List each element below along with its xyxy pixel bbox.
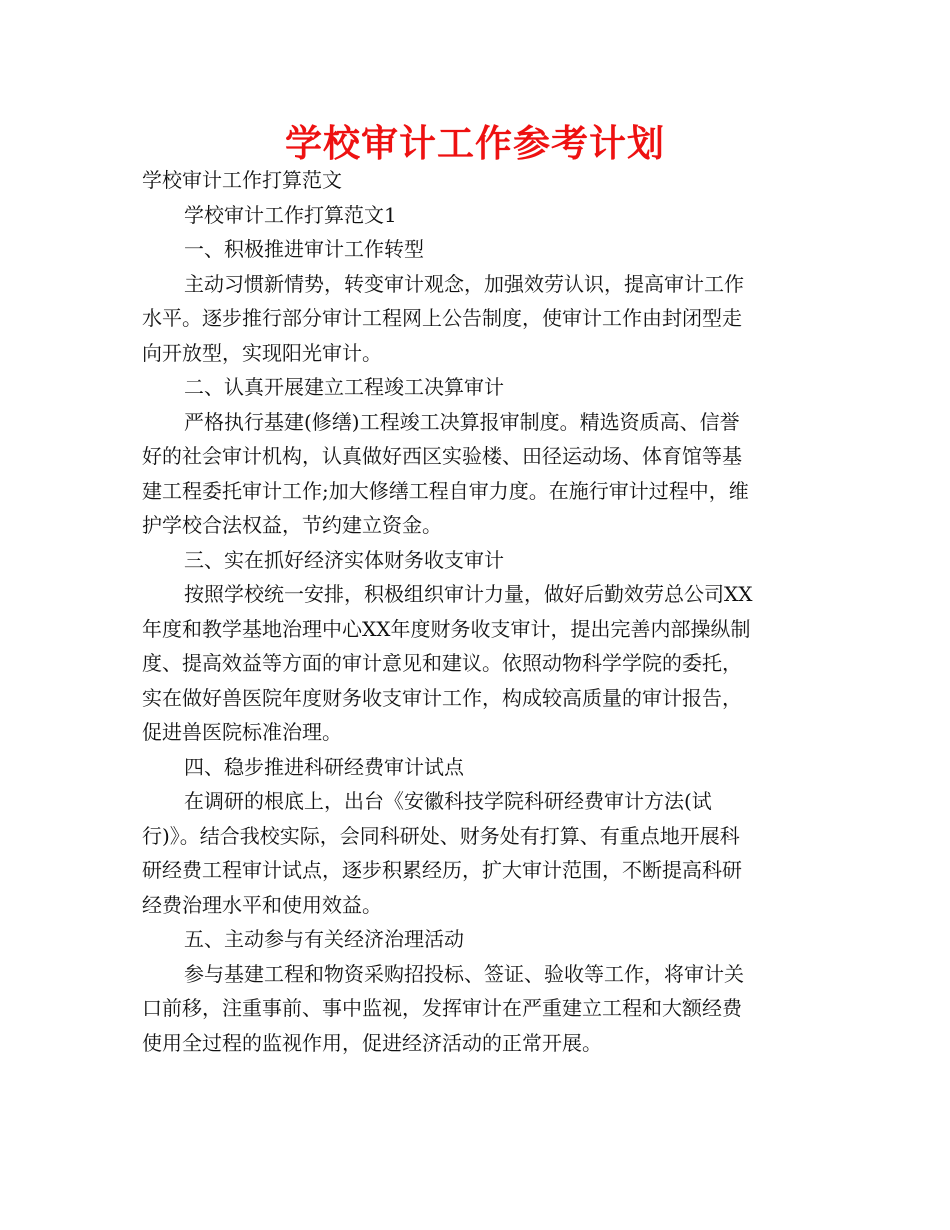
paragraph-line: 严格执行基建(修缮)工程竣工决算报审制度。精选资质高、信誉: [184, 409, 740, 434]
paragraph-line: 口前移，注重事前、事中监视，发挥审计在严重建立工程和大额经费: [142, 996, 742, 1020]
section-heading: 四、稳步推进科研经费审计试点: [184, 754, 464, 779]
paragraph-line: 水平。逐步推行部分审计工程网上公告制度，使审计工作由封闭型走: [142, 306, 742, 330]
paragraph-line: 在调研的根底上，出台《安徽科技学院科研经费审计方法(试: [184, 789, 712, 813]
document-body: [142, 163, 810, 1060]
paragraph-line: 使用全过程的监视作用，促进经济活动的正常开展。: [142, 1030, 602, 1055]
paragraph-line: 主动习惯新情势，转变审计观念，加强效劳认识，提高审计工作: [184, 271, 744, 296]
paragraph-line: 护学校合法权益，节约建立资金。: [142, 513, 442, 537]
paragraph-line: 实在做好兽医院年度财务收支审计工作，构成较高质量的审计报告，: [142, 685, 742, 710]
document-heading: 学校审计工作打算范文1: [184, 202, 397, 227]
paragraph-line: 向开放型，实现阳光审计。: [142, 340, 382, 365]
paragraph-line: 参与基建工程和物资采购招投标、签证、验收等工作，将审计关: [184, 961, 744, 986]
paragraph-line: 度、提高效益等方面的审计意见和建议。依照动物科学学院的委托，: [142, 651, 742, 675]
document-subtitle: 学校审计工作打算范文: [142, 168, 342, 192]
paragraph-line: 行)》。结合我校实际，会同科研处、财务处有打算、有重点地开展科: [142, 823, 740, 848]
section-heading: 一、积极推进审计工作转型: [184, 237, 424, 261]
paragraph-line: 年度和教学基地治理中心XX年度财务收支审计，提出完善内部操纵制: [142, 616, 751, 641]
paragraph-line: 好的社会审计机构，认真做好西区实验楼、田径运动场、体育馆等基: [142, 444, 742, 468]
paragraph-line: 按照学校统一安排，积极组织审计力量，做好后勤效劳总公司XX: [184, 582, 753, 606]
paragraph-line: 建工程委托审计工作;加大修缮工程自审力度。在施行审计过程中，维: [142, 478, 749, 503]
document-title: 学校审计工作参考计划: [285, 122, 665, 165]
section-heading: 二、认真开展建立工程竣工决算审计: [184, 375, 504, 399]
section-heading: 三、实在抓好经济实体财务收支审计: [184, 547, 504, 572]
paragraph-line: 促进兽医院标准治理。: [142, 720, 342, 744]
paragraph-line: 研经费工程审计试点，逐步积累经历，扩大审计范围，不断提高科研: [142, 858, 742, 882]
section-heading: 五、主动参与有关经济治理活动: [184, 927, 464, 951]
paragraph-line: 经费治理水平和使用效益。: [142, 892, 382, 917]
